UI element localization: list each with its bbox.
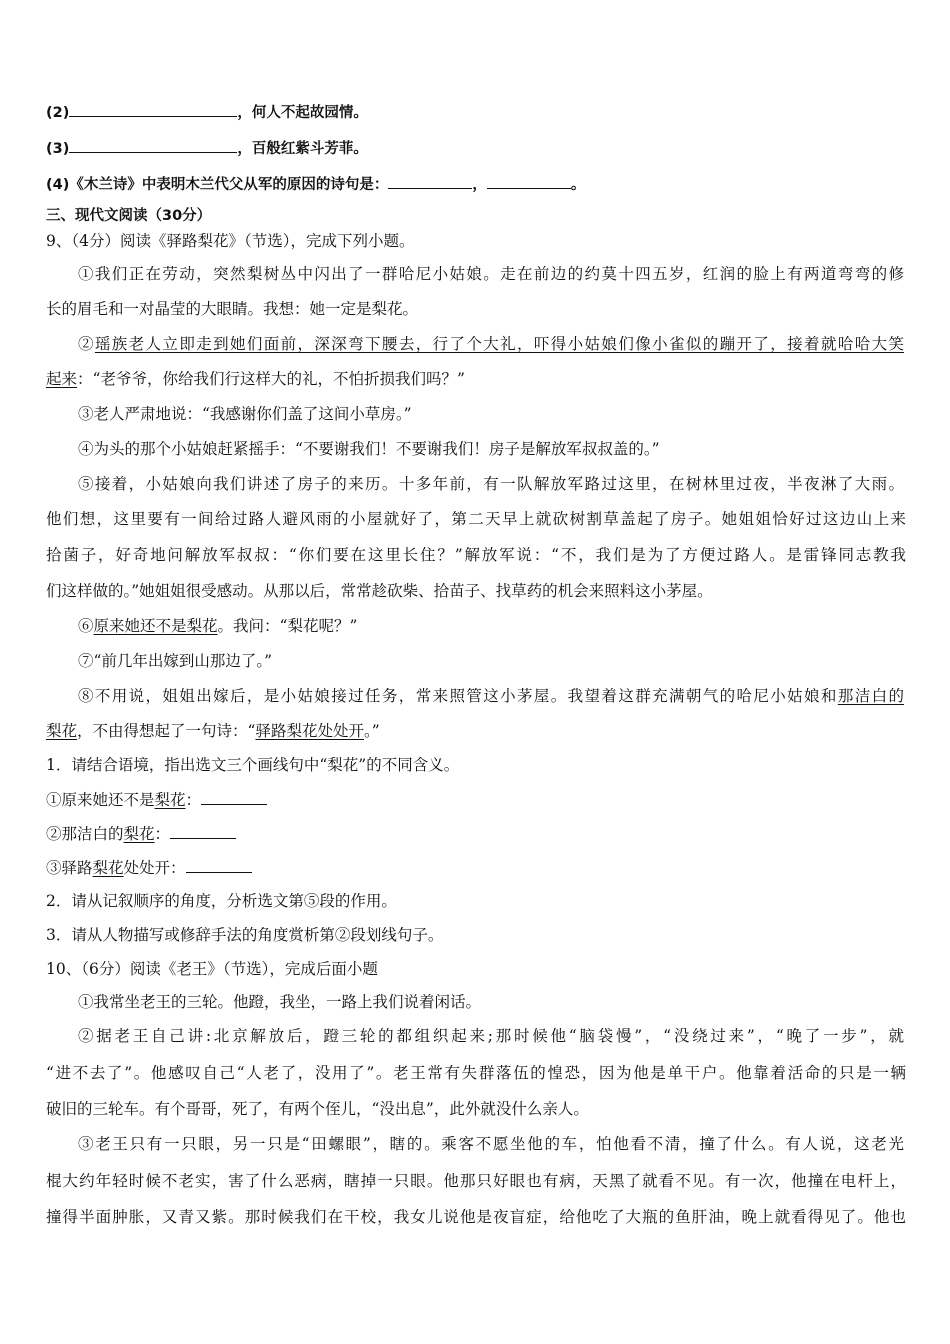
question-number: (3) <box>46 141 70 157</box>
q9-para-6 <box>78 615 904 637</box>
q9-sub-1a <box>46 788 906 811</box>
q9-sub-1b <box>46 822 906 845</box>
q10-para-1: ①我常坐老王的三轮。他蹬，我坐，一路上我们说着闲话。 <box>78 993 482 1011</box>
q9-para-1-line-2: 长的眉毛和一对晶莹的大眼睛。我想：她一定是梨花。 <box>46 300 419 318</box>
prompt-text: ： <box>154 825 171 843</box>
para-number: ⑥ <box>78 617 94 635</box>
q10-para-3-line-3: 撞得半面肿胀，又青又紫。那时候我们在干校，我女儿说他是夜盲症，给他吃了大瓶的鱼肝油，晚上就看得见了。他也 <box>46 1208 906 1226</box>
q9-sub-question-1: 1．请结合语境，指出选文三个画线句中“梨花”的不同含义。 <box>46 756 460 774</box>
q9-sub-1c <box>46 856 906 879</box>
q10-para-2-line-2: “进不去了”。他感叹自己“人老了，没用了”。老王常有失群落伍的惶恐，因为他是单干户。他靠着活命的只是一辆 <box>46 1064 906 1082</box>
underlined-sentence: 原来她还不是梨花 <box>93 617 218 635</box>
q9-para-7: ⑦“前几年出嫁到山那边了。” <box>78 652 273 670</box>
separator: ， <box>472 177 487 193</box>
q9-para-2-line-1 <box>78 333 904 355</box>
prompt-text: ③驿路 <box>46 859 93 877</box>
q9-para-8-line-1 <box>78 685 904 707</box>
answer-blank[interactable] <box>487 172 571 189</box>
q9-para-1-line-1: ①我们正在劳动，突然梨树丛中闪出了一群哈尼小姑娘。走在前边的约莫十四五岁，红润的脸上有两道弯弯的修 <box>78 265 904 283</box>
question-number: (2) <box>46 105 70 121</box>
prompt-text: ②那洁白的 <box>46 825 124 843</box>
answer-blank[interactable] <box>170 822 236 839</box>
answer-blank[interactable] <box>69 100 237 117</box>
underlined-sentence: 驿路梨花处处开 <box>255 722 364 740</box>
underlined-sentence: 那洁白的 <box>837 687 904 705</box>
q9-intro: 9、（4分）阅读《驿路梨花》（节选），完成下列小题。 <box>46 232 415 250</box>
prompt-text: ： <box>185 791 202 809</box>
q9-para-3: ③老人严肃地说：“我感谢你们盖了这间小草房。” <box>78 405 412 423</box>
para-text: 。” <box>363 722 380 740</box>
q9-para-5-line-4: 们这样做的。”她姐姐很受感动。从那以后，常常趁砍柴、拾苗子、找草药的机会来照料这小茅屋。 <box>46 582 713 600</box>
para-text: 。我问：“梨花呢？” <box>217 617 358 635</box>
q10-para-3-line-1: ③老王只有一只眼，另一只是“田螺眼”，瞎的。乘客不愿坐他的车，怕他看不清，撞了什么。有人说，这老光 <box>78 1135 904 1153</box>
section-heading: 三、现代文阅读（30分） <box>46 208 212 224</box>
para-number: ② <box>78 335 95 353</box>
underlined-sentence: 梨花 <box>46 722 78 740</box>
question-text: (4)《木兰诗》中表明木兰代父从军的原因的诗句是： <box>46 177 389 193</box>
para-text: ⑧不用说，姐姐出嫁后，是小姑娘接过任务，常来照管这小茅屋。我望着这群充满朝气的哈尼小姑娘和 <box>78 687 838 705</box>
answer-blank[interactable] <box>201 788 267 805</box>
q9-para-8-line-2 <box>46 720 906 742</box>
q10-intro: 10、（6分）阅读《老王》（节选），完成后面小题 <box>46 960 378 978</box>
q9-para-5-line-2: 他们想，这里要有一间给过路人避风雨的小屋就好了，第二天早上就砍树割草盖起了房子。她姐姐恰好过这边山上来 <box>46 510 906 528</box>
underlined-word: 梨花 <box>154 791 186 809</box>
q9-para-4: ④为头的那个小姑娘赶紧摇手：“不要谢我们！不要谢我们！房子是解放军叔叔盖的。” <box>78 440 660 458</box>
underlined-word: 梨花 <box>92 859 124 877</box>
para-text: ：“老爷爷，你给我们行这样大的礼，不怕折损我们吗？” <box>77 370 465 388</box>
para-text: ，不由得想起了一句诗：“ <box>77 722 256 740</box>
answer-blank[interactable] <box>388 172 472 189</box>
q9-sub-question-3: 3．请从人物描写或修辞手法的角度赏析第②段划线句子。 <box>46 926 444 944</box>
q9-para-5-line-1: ⑤接着，小姑娘向我们讲述了房子的来历。十多年前，有一队解放军路过这里，在树林里过夜，半夜淋了大雨。 <box>78 475 904 493</box>
q9-sub-question-2: 2．请从记叙顺序的角度，分析选文第⑤段的作用。 <box>46 892 397 910</box>
underlined-sentence: 瑶族老人立即走到她们面前，深深弯下腰去，行了个大礼，吓得小姑娘们像小雀似的蹦开了，接着就哈哈大笑 <box>94 335 904 353</box>
q9-para-5-line-3: 拾菌子，好奇地问解放军叔叔：“你们要在这里长住？”解放军说：“不，我们是为了方便过路人。是雷锋同志教我 <box>46 546 906 564</box>
prompt-text: ①原来她还不是 <box>46 791 155 809</box>
q10-para-3-line-2: 棍大约年轻时候不老实，害了什么恶病，瞎掉一只眼。他那只好眼也有病，天黑了就看不见。有一次，他撞在电杆上， <box>46 1172 906 1190</box>
question-text: ，何人不起故园情。 <box>237 105 368 121</box>
punctuation: 。 <box>570 177 586 193</box>
question-4-line <box>46 172 906 196</box>
underlined-word: 梨花 <box>123 825 155 843</box>
prompt-text: 处处开： <box>123 859 186 877</box>
question-2-line <box>46 100 906 124</box>
underlined-sentence: 起来 <box>46 370 78 388</box>
question-text: ，百般红紫斗芳菲。 <box>237 141 368 157</box>
question-3-line <box>46 136 906 160</box>
q10-para-2-line-1: ②据老王自己讲:北京解放后，蹬三轮的都组织起来;那时候他“脑袋慢”，“没绕过来”，“晚了一步”，就 <box>78 1027 904 1045</box>
q9-para-2-line-2 <box>46 368 906 390</box>
answer-blank[interactable] <box>69 136 237 153</box>
answer-blank[interactable] <box>186 856 252 873</box>
q10-para-2-line-3: 破旧的三轮车。有个哥哥，死了，有两个侄儿，“没出息”，此外就没什么亲人。 <box>46 1100 589 1118</box>
